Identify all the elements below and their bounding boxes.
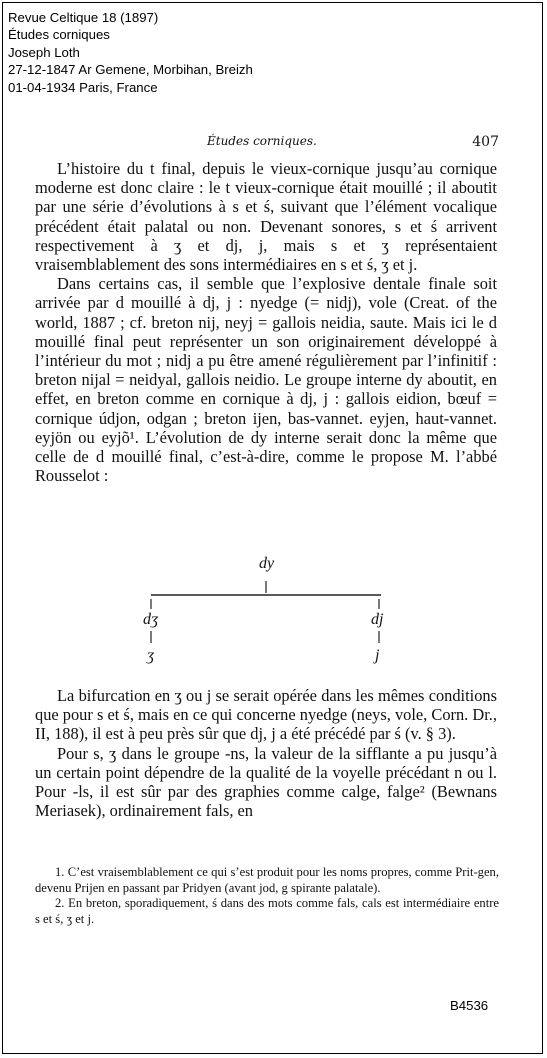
diagram-left-mid-label: dʒ bbox=[143, 611, 159, 628]
meta-line: Études corniques bbox=[8, 27, 110, 43]
diagram-top-label: dy bbox=[259, 555, 275, 572]
meta-line: 27-12-1847 Ar Gemene, Morbihan, Breizh bbox=[8, 62, 253, 78]
page-number: 407 bbox=[472, 134, 499, 150]
page-frame bbox=[2, 2, 543, 1054]
meta-line: Revue Celtique 18 (1897) bbox=[8, 10, 159, 25]
running-title: Études corniques. bbox=[207, 134, 317, 148]
footnote: 2. En breton, sporadiquement, ś dans des mots comme fals, cals est intermédiaire entre s et ś, ʒ et j. bbox=[35, 896, 499, 926]
diagram-right-mid-label: dj bbox=[371, 611, 384, 628]
metadata-block bbox=[8, 9, 253, 96]
footnotes bbox=[35, 865, 499, 927]
catalog-stamp: B4536 bbox=[450, 998, 489, 1013]
paragraph: L’histoire du t final, depuis le vieux-cornique jusqu’au cornique moderne est donc claire : le t vieux-cornique était mouillé ; il aboutit par une série d’évolutions à s et ś, suivant que l’élément vocalique précédent était palatal ou non. Devenant sonores, s et ś arrivent respectivement à ʒ et dj, j, mais s et ʒ représentaient vraisemblablement des sons intermédiaires en s et ś, ʒ et j. bbox=[35, 159, 497, 275]
meta-line: Joseph Loth bbox=[8, 44, 80, 60]
diagram-left-bottom-label: ʒ bbox=[147, 647, 155, 664]
paragraph: La bifurcation en ʒ ou j se serait opérée dans les mêmes conditions que pour s et ś, mais en ce qui concerne nyedge (neys, vole, Corn. Dr., II, 188), il est à peu près sûr que dj, j a été précédé par ś (v. § 3). bbox=[35, 686, 497, 744]
meta-line: 01-04-1934 Paris, France bbox=[8, 79, 158, 95]
body-text-upper bbox=[35, 159, 497, 485]
paragraph: Pour s, ʒ dans le groupe -ns, la valeur de la sifflante a pu jusqu’à un certain point dépendre de la qualité de la voyelle précédant n ou l. Pour -ls, il est sûr par des graphies comme calge, falge² (Bewnans Meriasek), ordinairement fals, en bbox=[35, 743, 497, 821]
paragraph: Dans certains cas, il semble que l’explosive dentale finale soit arrivée par d mouillé à dj, j : nyedge (= nidj), vole (Creat. of the world, 1887 ; cf. breton nij, neyj = gallois neidia, saute. Mais ici le d mouillé final peut représenter un son originairement développé à l’intérieur du mot ; nidj a pu être amené régulièrement par l’infinitif : breton nijal = neidyal, gallois neidio. Le groupe interne dy aboutit, en effet, en breton comme en cornique à dj, j : gallois eidion, bœuf = cornique údjon, odgan ; breton ijen, bas-vannet. eyjen, haut-vannet. eyjön ou eyjõ¹. L’évolution de dy interne serait donc la même que celle de d mouillé final, c’est-à-dire, comme le propose M. l’abbé Rousselot : bbox=[35, 274, 497, 486]
body-text-lower bbox=[35, 686, 497, 820]
diagram-right-bottom-label: j bbox=[375, 647, 380, 664]
footnote: 1. C’est vraisemblablement ce qui s’est produit pour les noms propres, comme Prit-gen, devenu Prijen en passant par Pridyen (avant jod, g spirante palatale). bbox=[35, 865, 499, 895]
running-head bbox=[35, 134, 499, 152]
evolution-diagram bbox=[143, 555, 403, 673]
